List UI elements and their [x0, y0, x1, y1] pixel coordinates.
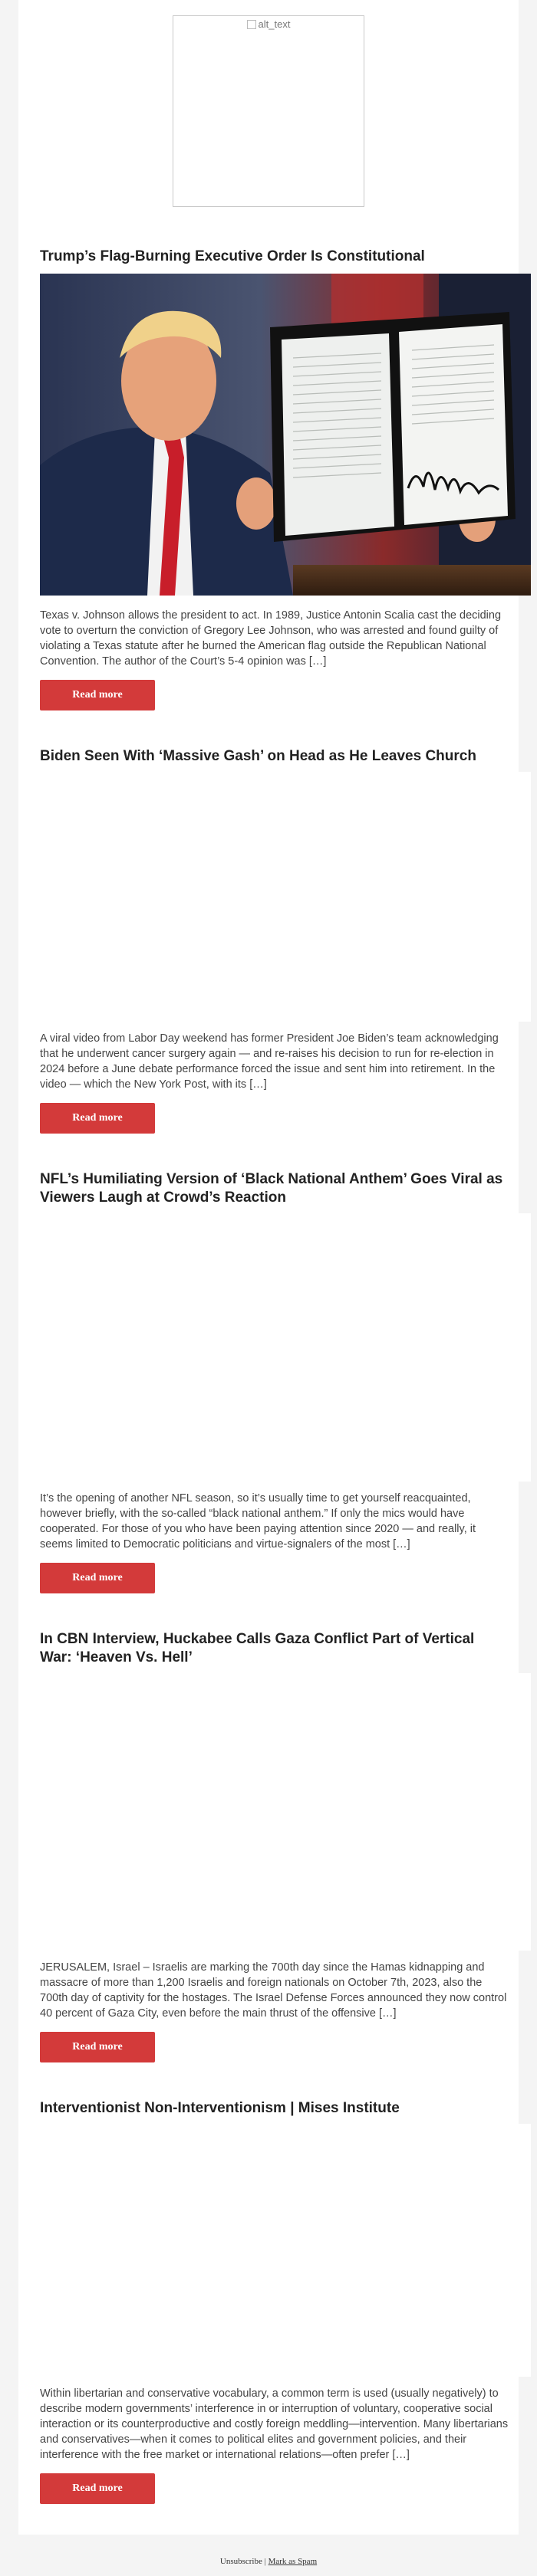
footer-separator: |: [264, 2557, 266, 2566]
mark-spam-link[interactable]: Mark as Spam: [268, 2557, 318, 2566]
logo-area: [18, 15, 519, 211]
read-more-button[interactable]: Read more: [40, 1563, 155, 1593]
read-more-button[interactable]: Read more: [40, 1103, 155, 1134]
article-excerpt: JERUSALEM, Israel – Israelis are marking the 700th day since the Hamas kidnapping and massacre of more than 1,200 Israelis and foreign nationals on October 7th, 2023, also the 700th day of captivity for the hostages. The Israel Defense Forces announced they now control 40 percent of Gaza City, even before the main thrust of the offensive […]: [40, 1961, 507, 2020]
article-image[interactable]: [40, 274, 531, 596]
article-title[interactable]: Biden Seen With ‘Massive Gash’ on Head as He Leaves Church: [40, 748, 476, 764]
article-image-placeholder[interactable]: [40, 1673, 531, 1951]
article-title[interactable]: Trump’s Flag-Burning Executive Order Is Constitutional: [40, 248, 425, 264]
article-title[interactable]: Interventionist Non-Interventionism | Mises Institute: [40, 2100, 400, 2116]
logo-image-broken[interactable]: [173, 15, 364, 207]
article-image-placeholder[interactable]: [40, 772, 531, 1022]
article-excerpt: Texas v. Johnson allows the president to act. In 1989, Justice Antonin Scalia cast the deciding vote to overturn the conviction of Gregory Lee Johnson, who was arrested and found guilty of violating a Texas statute after he burned the American flag outside the Republican National Convention. The author of the Court’s 5-4 opinion was […]: [40, 609, 502, 668]
article-item: [40, 2099, 509, 2504]
newsletter-body: [18, 0, 519, 2535]
article-image-placeholder[interactable]: [40, 2124, 531, 2377]
article-excerpt: It’s the opening of another NFL season, so it’s usually time to get yourself reacquainted, however briefly, with the so-called “black national anthem.” If only the mics would have cooperated. For those of you who have been paying attention since 2020 — and really, it seems limited to Democratic politicians and virtue-signalers of the most […]: [40, 1492, 476, 1551]
article-item: [40, 1630, 509, 2062]
article-excerpt: A viral video from Labor Day weekend has former President Joe Biden’s team acknowledging that he underwent cancer surgery again — and re-raises his decision to run for re-election in 2024 before a June debate performance forced the issue and sent him into retirement. In the video — which the New York Post, with its […]: [40, 1032, 499, 1091]
unsubscribe-link[interactable]: Unsubscribe: [219, 2557, 262, 2566]
read-more-button[interactable]: Read more: [40, 680, 155, 710]
article-item: [40, 248, 509, 710]
article-item: [40, 747, 509, 1134]
article-title[interactable]: NFL’s Humiliating Version of ‘Black National Anthem’ Goes Viral as Viewers Laugh at Crowd’s Reaction: [40, 1171, 503, 1206]
email-footer: [0, 2557, 537, 2566]
broken-image-icon: [247, 20, 256, 29]
article-excerpt: Within libertarian and conservative vocabulary, a common term is used (usually negatively) to describe modern governments’ interference in or interruption of voluntary, cooperative social interaction or its counterproductive and costly foreign meddling—intervention. Many libertarians and conservatives—when it comes to political elites and government policies, and their interference with the free market or international relations—often prefer […]: [40, 2387, 509, 2461]
article-image-placeholder[interactable]: [40, 1213, 531, 1482]
article-item: [40, 1170, 509, 1593]
read-more-button[interactable]: Read more: [40, 2032, 155, 2062]
article-title[interactable]: In CBN Interview, Huckabee Calls Gaza Conflict Part of Vertical War: ‘Heaven Vs. Hell’: [40, 1631, 475, 1665]
read-more-button[interactable]: Read more: [40, 2473, 155, 2504]
logo-alt-text: alt_text: [258, 18, 291, 30]
president-signing-photo: [40, 274, 531, 596]
